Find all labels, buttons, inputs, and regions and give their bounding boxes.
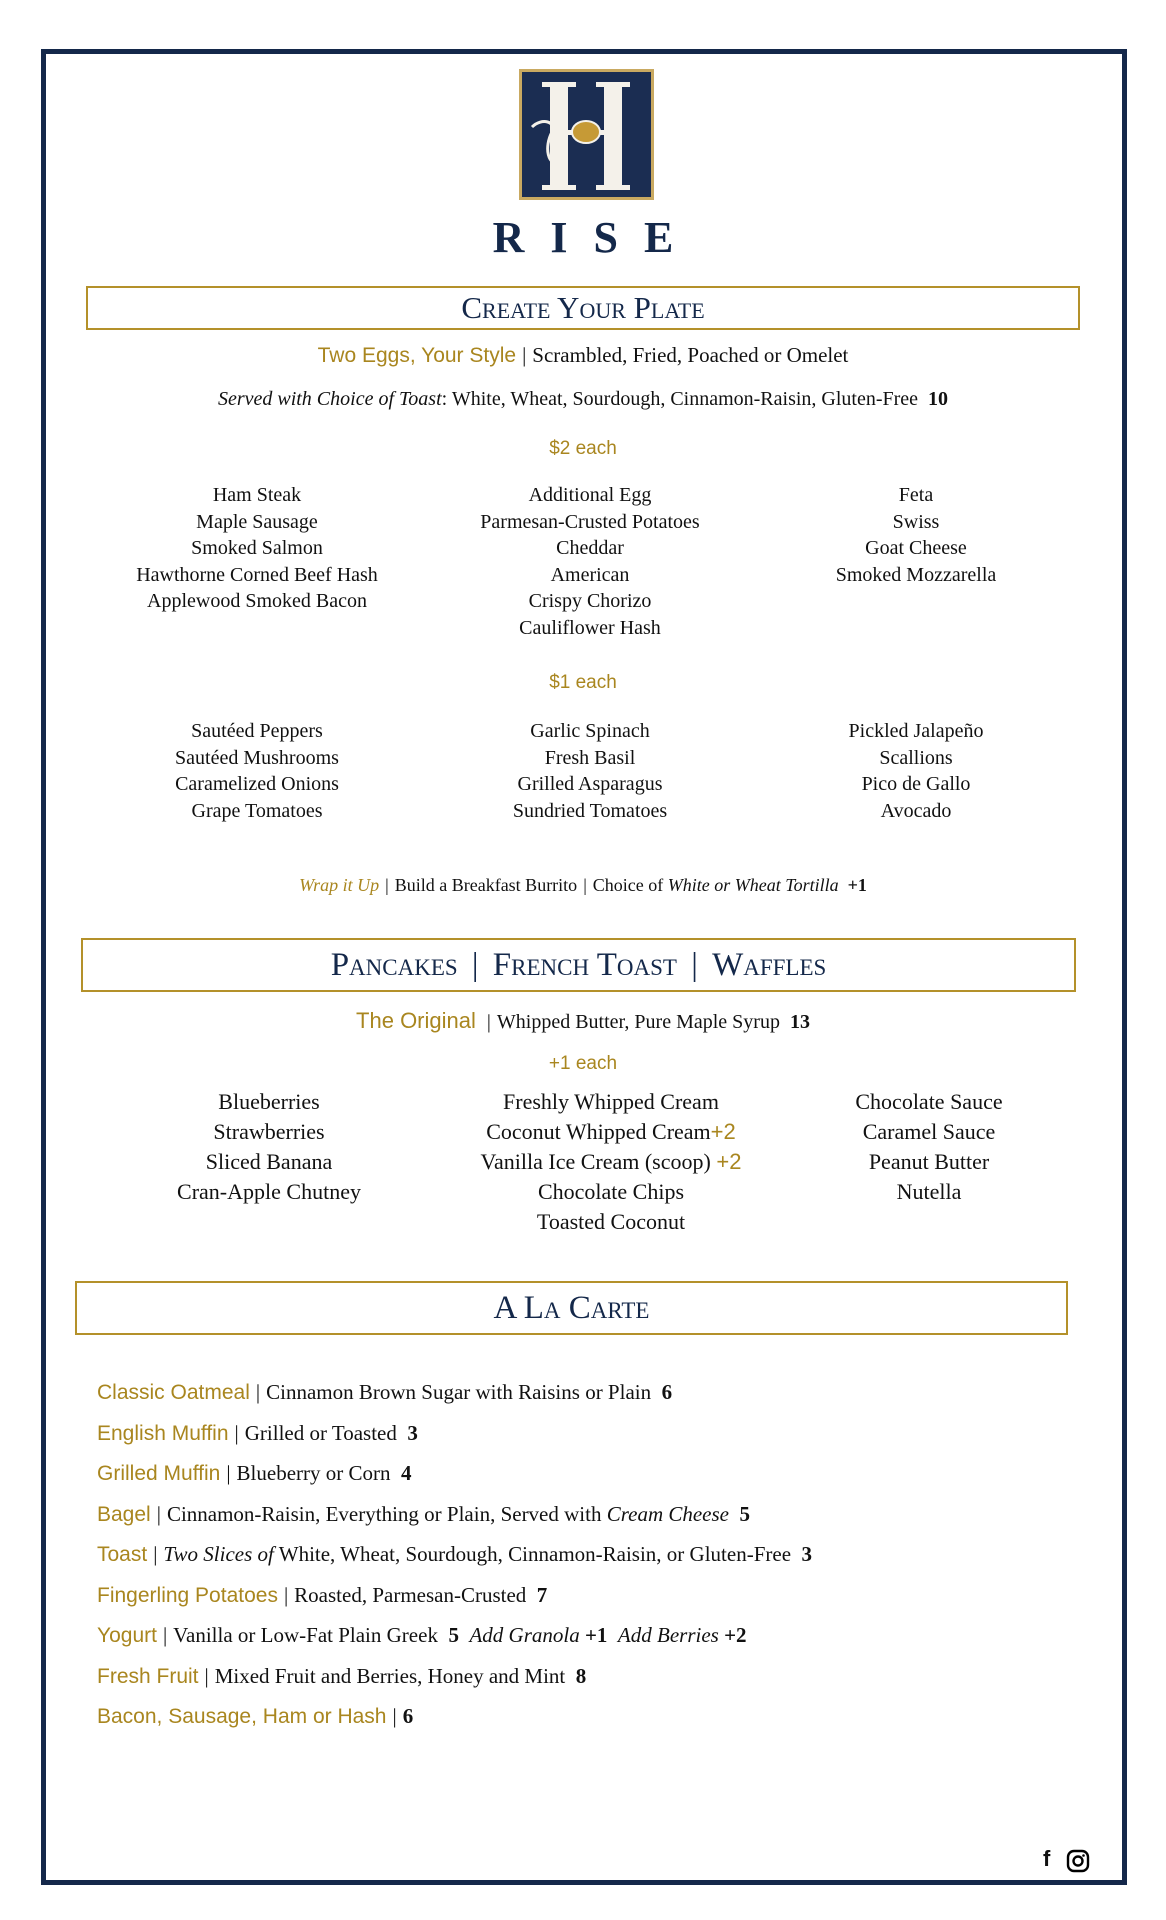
carte-item: Classic Oatmeal | Cinnamon Brown Sugar with Raisins or Plain 6 — [97, 1380, 673, 1404]
section-header-create: Create Your Plate — [86, 286, 1080, 330]
item-name: English Muffin — [97, 1421, 229, 1445]
upcharge: +2 — [710, 1119, 736, 1144]
toast-line — [0, 388, 1166, 411]
option-item: Pico de Gallo — [861, 773, 971, 795]
topping: Chocolate Sauce — [855, 1089, 1003, 1114]
item-name: Toast — [97, 1543, 148, 1566]
item-name: Bacon, Sausage, Ham or Hash — [97, 1705, 387, 1728]
option-column — [425, 718, 755, 824]
item-name: Classic Oatmeal — [97, 1381, 250, 1404]
carte-item: Toast | Two Slices of White, Wheat, Sourdough, Cinnamon-Raisin, or Gluten-Free 3 — [97, 1542, 813, 1566]
addon: Add Berries — [617, 1623, 719, 1647]
option-item: Garlic Spinach — [530, 720, 650, 742]
option-item: Crispy Chorizo — [528, 590, 652, 612]
two-dollar-label: $2 each — [549, 438, 617, 459]
item-name: Bagel — [97, 1502, 151, 1526]
price: +1 — [847, 875, 867, 895]
item-desc: Vanilla or Low-Fat Plain Greek — [173, 1623, 438, 1647]
upcharge: +2 — [716, 1149, 742, 1174]
carte-item: Grilled Muffin | Blueberry or Corn 4 — [97, 1461, 412, 1485]
item-name: Grilled Muffin — [97, 1462, 221, 1485]
option-column — [425, 482, 755, 641]
toast-desc: : White, Wheat, Sourdough, Cinnamon-Raisin, Gluten-Free — [441, 388, 919, 410]
item-desc: Build a Breakfast Burrito — [394, 875, 578, 895]
each-label: +1 each — [548, 1053, 618, 1074]
option-item: Additional Egg — [528, 484, 652, 506]
option-item: American — [550, 563, 630, 586]
title-waffles: Waffles — [712, 947, 827, 983]
option-item: Smoked Salmon — [191, 537, 323, 559]
topping-name: Coconut Whipped Cream — [486, 1119, 711, 1144]
one-dollar-label: $1 each — [549, 672, 617, 693]
option-item: Sundried Tomatoes — [512, 799, 668, 822]
instagram-icon[interactable] — [1066, 1849, 1090, 1879]
option-column — [751, 718, 1081, 824]
choice-label: Choice of — [592, 875, 664, 895]
topping-column-1 — [99, 1087, 439, 1207]
option-column — [751, 482, 1081, 588]
addon-price: +1 — [584, 1623, 608, 1647]
carte-item: Fresh Fruit | Mixed Fruit and Berries, Honey and Mint 8 — [97, 1663, 587, 1688]
wrap-line: Wrap it Up | Build a Breakfast Burrito | Choice of White or Wheat Tortilla +1 — [299, 875, 867, 895]
addon: Add Granola — [469, 1623, 580, 1647]
item-name: Yogurt — [97, 1624, 157, 1647]
title-pancakes: Pancakes — [330, 947, 458, 983]
price: 7 — [536, 1582, 548, 1607]
option-item: Feta — [898, 484, 934, 506]
price: 4 — [401, 1461, 412, 1485]
option-item: Grilled Asparagus — [517, 773, 663, 795]
price: 5 — [448, 1623, 459, 1647]
tortilla-options: White or Wheat Tortilla — [667, 875, 839, 895]
option-item: Parmesan-Crusted Potatoes — [480, 510, 700, 533]
option-item: Ham Steak — [212, 484, 302, 506]
topping — [441, 1117, 781, 1147]
topping-column-2 — [441, 1087, 781, 1237]
title-french-toast: French Toast — [492, 947, 677, 983]
price: 5 — [739, 1501, 750, 1526]
item-desc: Whipped Butter, Pure Maple Syrup — [496, 1011, 780, 1033]
topping: Caramel Sauce — [862, 1119, 996, 1144]
price: 13 — [789, 1011, 810, 1033]
topping: Blueberries — [218, 1089, 320, 1114]
topping: Cran-Apple Chutney — [177, 1179, 361, 1204]
topping: Strawberries — [213, 1119, 325, 1144]
option-item: Avocado — [880, 799, 952, 822]
carte-item: Yogurt | Vanilla or Low-Fat Plain Greek 5 Add Granola +1 Add Berries +2 — [97, 1623, 747, 1647]
carte-item: Bagel | Cinnamon-Raisin, Everything or Plain, Served with Cream Cheese 5 — [97, 1501, 750, 1526]
topping: Sliced Banana — [205, 1149, 333, 1174]
hawthorne-logo — [519, 69, 654, 200]
topping — [441, 1147, 781, 1177]
item-desc-italic: Two Slices of — [163, 1542, 274, 1566]
option-item: Caramelized Onions — [175, 773, 339, 795]
item-desc: Cinnamon-Raisin, Everything or Plain, Served with — [166, 1501, 602, 1526]
item-name: Fresh Fruit — [97, 1664, 199, 1688]
option-item: Scallions — [879, 746, 953, 769]
price: 3 — [801, 1542, 813, 1566]
option-item: Cauliflower Hash — [519, 616, 661, 639]
item-desc: Mixed Fruit and Berries, Honey and Mint — [214, 1663, 566, 1688]
toast-label: Served with Choice of Toast — [217, 388, 442, 410]
item-desc: Roasted, Parmesan-Crusted — [294, 1582, 527, 1607]
topping: Peanut Butter — [868, 1149, 990, 1174]
option-item: Pickled Jalapeño — [848, 720, 984, 742]
topping: Chocolate Chips — [537, 1179, 685, 1204]
topping: Freshly Whipped Cream — [503, 1089, 719, 1114]
addon-price: +2 — [724, 1623, 747, 1647]
option-item: Fresh Basil — [544, 746, 636, 769]
option-item: Cheddar — [556, 537, 624, 559]
price: 3 — [407, 1420, 418, 1445]
option-column — [92, 482, 422, 615]
option-item: Maple Sausage — [196, 510, 318, 533]
item-name: The Original — [356, 1008, 476, 1033]
topping-column-3 — [759, 1087, 1099, 1207]
item-desc: White, Wheat, Sourdough, Cinnamon-Raisin, or Gluten-Free — [278, 1542, 792, 1566]
option-item: Hawthorne Corned Beef Hash — [136, 563, 378, 586]
option-item: Applewood Smoked Bacon — [147, 590, 367, 612]
option-item: Swiss — [892, 510, 940, 533]
item-desc: Blueberry or Corn — [236, 1461, 391, 1485]
price: 8 — [575, 1663, 587, 1688]
item-desc: Cinnamon Brown Sugar with Raisins or Plain — [266, 1380, 652, 1404]
option-item: Smoked Mozzarella — [835, 563, 997, 586]
original-line: The Original | Whipped Butter, Pure Maple Syrup 13 — [356, 1008, 810, 1033]
option-item: Sautéed Peppers — [191, 720, 323, 742]
facebook-icon[interactable]: f — [1043, 1846, 1051, 1871]
price: 6 — [661, 1380, 673, 1404]
item-desc: Grilled or Toasted — [244, 1420, 397, 1445]
section-header-carte: A La Carte — [75, 1281, 1068, 1335]
item-desc-italic: Cream Cheese — [606, 1501, 729, 1526]
item-name: Wrap it Up — [299, 875, 380, 895]
item-name: Two Eggs, Your Style — [317, 344, 517, 367]
option-item: Goat Cheese — [865, 537, 967, 559]
eggs-line: Two Eggs, Your Style | Scrambled, Fried, Poached or Omelet — [317, 343, 849, 367]
option-item: Sautéed Mushrooms — [175, 746, 339, 769]
price: 10 — [928, 388, 949, 410]
brand-name: RISE — [492, 213, 700, 262]
section-header-pancakes: Pancakes | French Toast | Waffles — [81, 938, 1076, 992]
option-column — [92, 718, 422, 824]
topping-name: Vanilla Ice Cream (scoop) — [480, 1149, 711, 1174]
carte-item: Bacon, Sausage, Ham or Hash | 6 — [97, 1704, 414, 1728]
item-desc: Scrambled, Fried, Poached or Omelet — [532, 343, 849, 367]
topping: Toasted Coconut — [536, 1209, 686, 1234]
carte-item: Fingerling Potatoes | Roasted, Parmesan-Crusted 7 — [97, 1582, 548, 1607]
carte-item: English Muffin | Grilled or Toasted 3 — [97, 1420, 418, 1445]
price: 6 — [402, 1704, 414, 1728]
item-name: Fingerling Potatoes — [97, 1583, 278, 1607]
option-item: Grape Tomatoes — [191, 799, 323, 822]
topping: Nutella — [896, 1179, 962, 1204]
